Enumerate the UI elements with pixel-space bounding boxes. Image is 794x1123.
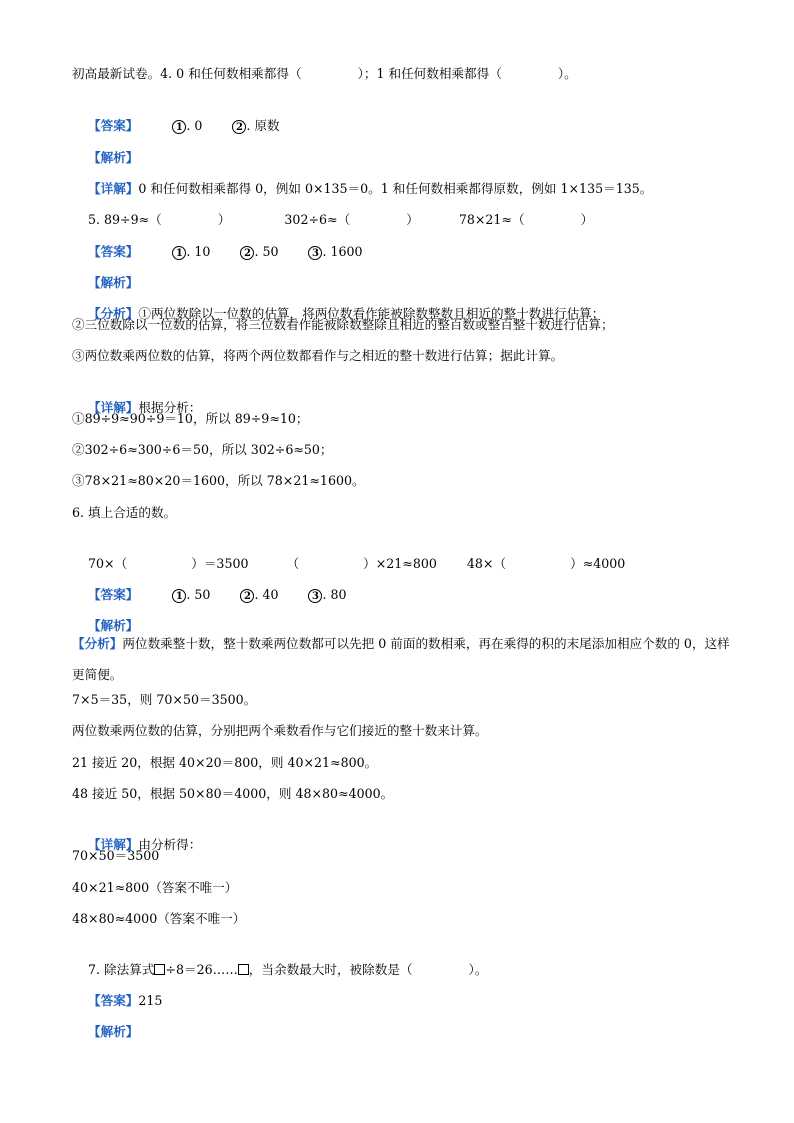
answer-value: 1600 [330,244,363,259]
analysis-6-line-5: 48 接近 50，根据 50×80＝4000，则 48×80≈4000。 [72,786,394,801]
circled-2-icon: 2 [232,120,246,134]
analysis-5-line-2: ②三位数除以一位数的估算，将三位数看作能被除数整除且相近的整百数或整百整十数进行估算； [72,317,614,332]
question-6: 6. 填上合适的数。 [72,505,177,520]
detail-tag: 【详解】 [88,181,139,196]
circled-1-icon: 1 [172,589,186,603]
q7-text: ，当余数最大时，被除数是（ ）。 [248,962,488,977]
answer-5: 【答案】 1 . 10 2 . 50 3 . 1600 [88,244,363,259]
answer-value: 10 [194,244,211,259]
detail-text: 0 和任何数相乘都得 0，例如 0×135＝0。1 和任何数相乘都得原数，例如 1×135＝135。 [138,181,653,196]
analysis-text: 两位数乘整十数，整十数乘两位数都可以先把 0 前面的数相乘，再在乘得的积的末尾添加相应个数的 0，这样更简便。 [72,636,730,682]
analysis-6-line-2: 7×5＝35，则 70×50＝3500。 [72,692,257,707]
answer-value: 80 [330,587,347,602]
detail-5-line-2: ②302÷6≈300÷6＝50，所以 302÷6≈50； [72,442,333,457]
analysis-tag: 【分析】 [72,636,123,651]
analysis-5-line-3: ③两位数乘两位数的估算，将两个两位数都看作与之相近的整十数进行估算；据此计算。 [72,348,564,363]
analysis-6-line-3: 两位数乘两位数的估算，分别把两个乘数看作与它们接近的整十数来计算。 [72,723,488,738]
detail-6-line-1: 70×50＝3500 [72,848,160,863]
detail-6 [72,815,734,875]
circled-3-icon: 3 [308,589,322,603]
q5-part-b: 302÷6≈（ ） [284,212,419,227]
analysis-tag: 【解析】 [88,150,139,165]
circled-2-icon: 2 [240,246,254,260]
detail-5-line-1: ①89÷9≈90÷9＝10，所以 89÷9≈10； [72,411,309,426]
circled-2-icon: 2 [240,589,254,603]
detail-5 [72,378,734,438]
answer-value: 215 [138,993,163,1008]
q7-text: ÷8＝26…… [165,962,238,977]
answer-6: 【答案】 1 . 50 2 . 40 3 . 80 [88,587,347,602]
analysis-text: ①两位数除以一位数的估算，将两位数看作能被除数整数且相近的整十数进行估算； [138,306,605,321]
detail-tag: 【详解】 [88,400,139,415]
circled-1-icon: 1 [172,120,186,134]
answer-value: 50 [262,244,279,259]
analysis-tag: 【分析】 [88,306,139,321]
detail-6-line-3: 48×80≈4000（答案不唯一） [72,911,246,926]
analysis-5-line-1 [72,284,734,344]
q6-part-a: 70×（ ）＝3500 [88,556,249,571]
answer-value: 40 [262,587,279,602]
analysis-6-line-4: 21 接近 20，根据 40×20＝800，则 40×21≈800。 [72,755,378,770]
detail-text: 由分析得： [138,837,202,852]
analysis-tag: 【解析】 [88,275,139,290]
answer-value: 0 [194,118,203,133]
detail-text: 根据分析： [138,400,202,415]
answer-tag: 【答案】 [88,587,139,602]
answer-value: 50 [194,587,211,602]
detail-6-line-2: 40×21≈800（答案不唯一） [72,880,238,895]
q5-part-c: 78×21≈（ ） [458,212,594,227]
detail-5-line-3: ③78×21≈80×20＝1600，所以 78×21≈1600。 [72,473,365,488]
answer-tag: 【答案】 [88,244,139,259]
analysis-tag: 【解析】 [88,618,139,633]
q5-part-a: 5. 89÷9≈（ ） [88,212,231,227]
answer-value: 原数 [254,118,280,133]
q6-part-b: （ ）×21≈800 [286,556,437,571]
answer-tag: 【答案】 [88,993,139,1008]
detail-tag: 【详解】 [88,837,139,852]
question-4-tail: 初高最新试卷。4. 0 和任何数相乘都得（ ）；1 和任何数相乘都得（ ）。 [72,66,577,81]
q6-part-c: 48×（ ）≈4000 [466,556,626,571]
circled-3-icon: 3 [308,246,322,260]
q7-text: 7. 除法算式 [88,962,155,977]
answer-tag: 【答案】 [88,118,139,133]
analysis-tag: 【解析】 [88,1024,139,1039]
analysis-6-line-1 [72,628,734,690]
answer-4: 【答案】 1 . 0 2 . 原数 [88,118,280,133]
analysis-heading [72,1002,734,1062]
circled-1-icon: 1 [172,246,186,260]
